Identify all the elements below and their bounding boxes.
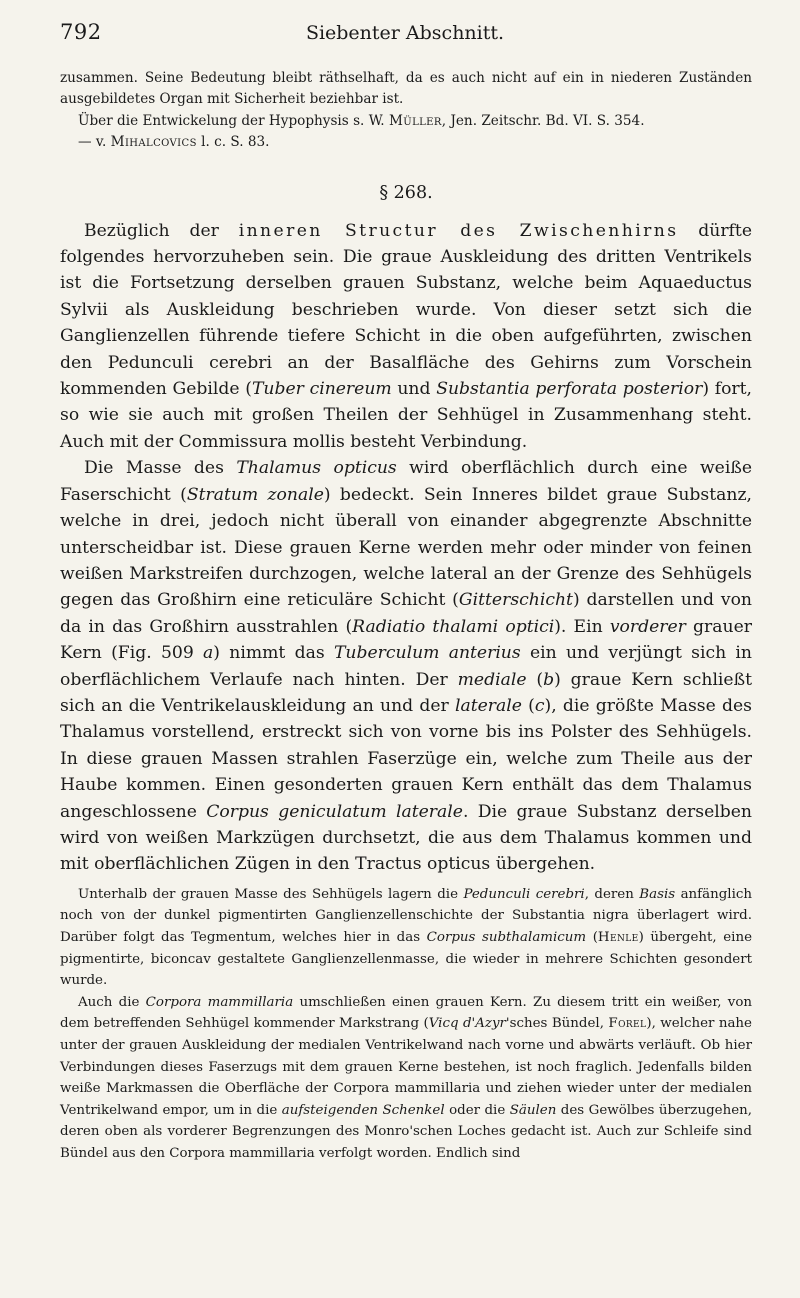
section-number: § 268. [379, 182, 433, 203]
page-header [60, 20, 750, 54]
page-content [60, 68, 752, 1165]
page-number: 792 [60, 20, 102, 44]
note-paragraph: Auch die Corpora mammillaria umschließen einen grauen Kern. Zu diesem tritt ein weißer, von dem betreffenden Sehhügel kommender Markstrang (Vicq d'Azyr'sches Bündel, Forel), welcher nahe unter der grauen Auskleidung der medialen Ventrikelwand nach vorne und abwärts verläuft. Ob hier Verbindungen dieses Faserzugs mit dem grauen Kerne bestehen, ist noch fraglich. Jedenfalls bilden weiße Markmassen die Oberfläche der Corpora mammillaria und ziehen wieder unter der medialen Ventrikelwand empor, um in die aufsteigenden Schenkel oder die Säulen des Gewölbes überzugehen, deren oben als vorderer Begrenzungen des Monro'schen Loches gedacht ist. Auch zur Schleife sind Bündel aus den Corpora mammillaria verfolgt worden. Endlich sind [60, 994, 753, 1161]
main-paragraph: Die Masse des Thalamus opticus wird oberflächlich durch eine weiße Faserschicht (Stratum zonale) bedeckt. Sein Inneres bildet graue Substanz, welche in drei, jedoch nicht überall von einander abgegrenzte Abschnitte unterscheidbar ist. Diese grauen Kerne werden mehr oder minder von feinen weißen Markstreifen durchzogen, welche lateral an der Grenze des Sehhügels gegen das Großhirn eine reticuläre Schicht (Gitterschicht) darstellen und von da in das Großhirn ausstrahlen (Radiatio thalami optici). Ein vorderer grauer Kern (Fig. 509 a) nimmt das Tuberculum anterius ein und verjüngt sich in oberflächlichem Verlaufe nach hinten. Der mediale (b) graue Kern schließt sich an die Ventrikelauskleidung an und der laterale (c), die größte Masse des Thalamus vorstellend, erstreckt sich von vorne bis ins Polster des Sehhügels. In diese grauen Massen strahlen Faserzüge ein, welche zum Theile aus der Haube kommen. Einen gesonderten grauen Kern enthält das dem Thalamus angeschlossene Corpus geniculatum laterale. Die graue Substanz derselben wird von weißen Markzügen durchsetzt, die aus dem Thalamus kommen und mit oberflächlichen Zügen in den Tractus opticus übergehen. [60, 458, 752, 875]
reference-note: — v. Mihalcovics l. c. S. 83. [78, 134, 270, 151]
main-paragraph: Bezüglich der inneren Structur des Zwischenhirns dürfte folgendes hervorzuheben sein. Die graue Auskleidung des dritten Ventrikels ist die Fortsetzung derselben grauen Substanz, welche beim Aquaeductus Sylvii als Auskleidung beschrieben wurde. Von dieser setzt sich die Ganglienzellen führende tiefere Schicht in die oben aufgeführten, zwischen den Pedunculi cerebri an der Basalfläche des Gehirns zum Vorschein kommenden Gebilde (Tuber cinereum und Substantia perforata posterior) fort, so wie sie auch mit großen Theilen der Sehhügel in Zusammenhang steht. Auch mit der Commissura mollis besteht Verbindung. [60, 220, 753, 452]
reference-note: Über die Entwickelung der Hypophysis s. W. Müller, Jen. Zeitschr. Bd. VI. S. 354. [78, 112, 645, 129]
continued-note-text: zusammen. Seine Bedeutung bleibt räthselhaft, da es auch nicht auf ein in niederen Zuständen ausgebildetes Organ mit Sicherheit beziehbar ist. [60, 70, 752, 108]
spaced-emphasis: inneren Structur des Zwischenhirns [238, 220, 679, 241]
author-name: Henle [597, 929, 639, 945]
author-name: Müller [388, 112, 442, 129]
author-name: Forel [608, 1016, 647, 1032]
author-name: Mihalcovics [110, 134, 197, 151]
note-paragraph: Unterhalb der grauen Masse des Sehhügels lagern die Pedunculi cerebri, deren Basis anfänglich noch von der dunkel pigmentirten Ganglienzellenschichte der Substantia nigra überlagert wird. Darüber folgt das Tegmentum, welches hier in das Corpus subthalamicum (Henle) übergeht, eine pigmentirte, biconcav gestaltete Ganglienzellenmasse, die wieder in mehrere Schichten gesondert wurde. [60, 886, 752, 989]
footnotes [60, 884, 752, 1165]
running-head: Siebenter Abschnitt. [305, 22, 505, 44]
